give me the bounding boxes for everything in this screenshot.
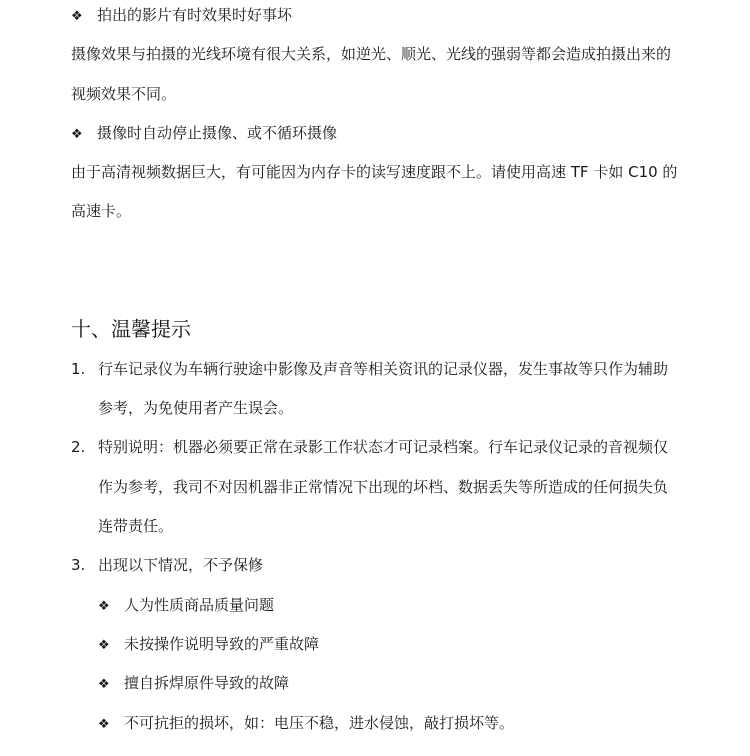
diamond-bullet-icon: ❖ bbox=[71, 127, 83, 142]
numbered-item-1: 1. 行车记录仪为车辆行驶途中影像及声音等相关资讯的记录仪器，发生事故等只作为辅助 bbox=[71, 360, 669, 378]
sub-bullet-item: ❖ 擅自拆焊原件导致的故障 bbox=[98, 673, 289, 695]
trouble-item-2-body-line: 高速卡。 bbox=[71, 202, 132, 220]
diamond-bullet-icon: ❖ bbox=[98, 638, 110, 653]
sub-bullet-item: ❖ 不可抗拒的损坏，如：电压不稳，进水侵蚀，敲打损坏等。 bbox=[98, 713, 514, 735]
item-number: 1. bbox=[71, 360, 86, 378]
item-number: 2. bbox=[71, 438, 86, 456]
trouble-item-1-body-line: 视频效果不同。 bbox=[71, 85, 177, 103]
diamond-bullet-icon: ❖ bbox=[98, 677, 110, 692]
trouble-item-2-body-line: 由于高清视频数据巨大，有可能因为内存卡的读写速度跟不上。请使用高速 TF 卡如 C10 的 bbox=[71, 163, 678, 181]
numbered-item-2: 2. 特别说明：机器必须要正常在录影工作状态才可记录档案。行车记录仪记录的音视频仅 bbox=[71, 438, 669, 456]
item-number: 3. bbox=[71, 556, 86, 574]
trouble-item-1-body-line: 摄像效果与拍摄的光线环境有很大关系，如逆光、顺光、光线的强弱等都会造成拍摄出来的 bbox=[71, 45, 672, 63]
sub-bullet-item: ❖ 未按操作说明导致的严重故障 bbox=[98, 634, 319, 656]
diamond-bullet-icon: ❖ bbox=[71, 9, 83, 24]
trouble-item-1-title: ❖ 拍出的影片有时效果时好事坏 bbox=[71, 5, 292, 27]
numbered-item-2-continuation: 连带责任。 bbox=[98, 517, 174, 535]
numbered-item-3: 3. 出现以下情况，不予保修 bbox=[71, 556, 264, 574]
diamond-bullet-icon: ❖ bbox=[98, 717, 110, 732]
numbered-item-1-continuation: 参考，为免使用者产生误会。 bbox=[98, 399, 294, 417]
trouble-item-2-title: ❖ 摄像时自动停止摄像、或不循环摄像 bbox=[71, 123, 337, 145]
diamond-bullet-icon: ❖ bbox=[98, 599, 110, 614]
section-heading: 十、温馨提示 bbox=[71, 317, 191, 341]
numbered-item-2-continuation: 作为参考，我司不对因机器非正常情况下出现的坏档、数据丢失等所造成的任何损失负 bbox=[98, 478, 669, 496]
sub-bullet-item: ❖ 人为性质商品质量问题 bbox=[98, 595, 274, 617]
